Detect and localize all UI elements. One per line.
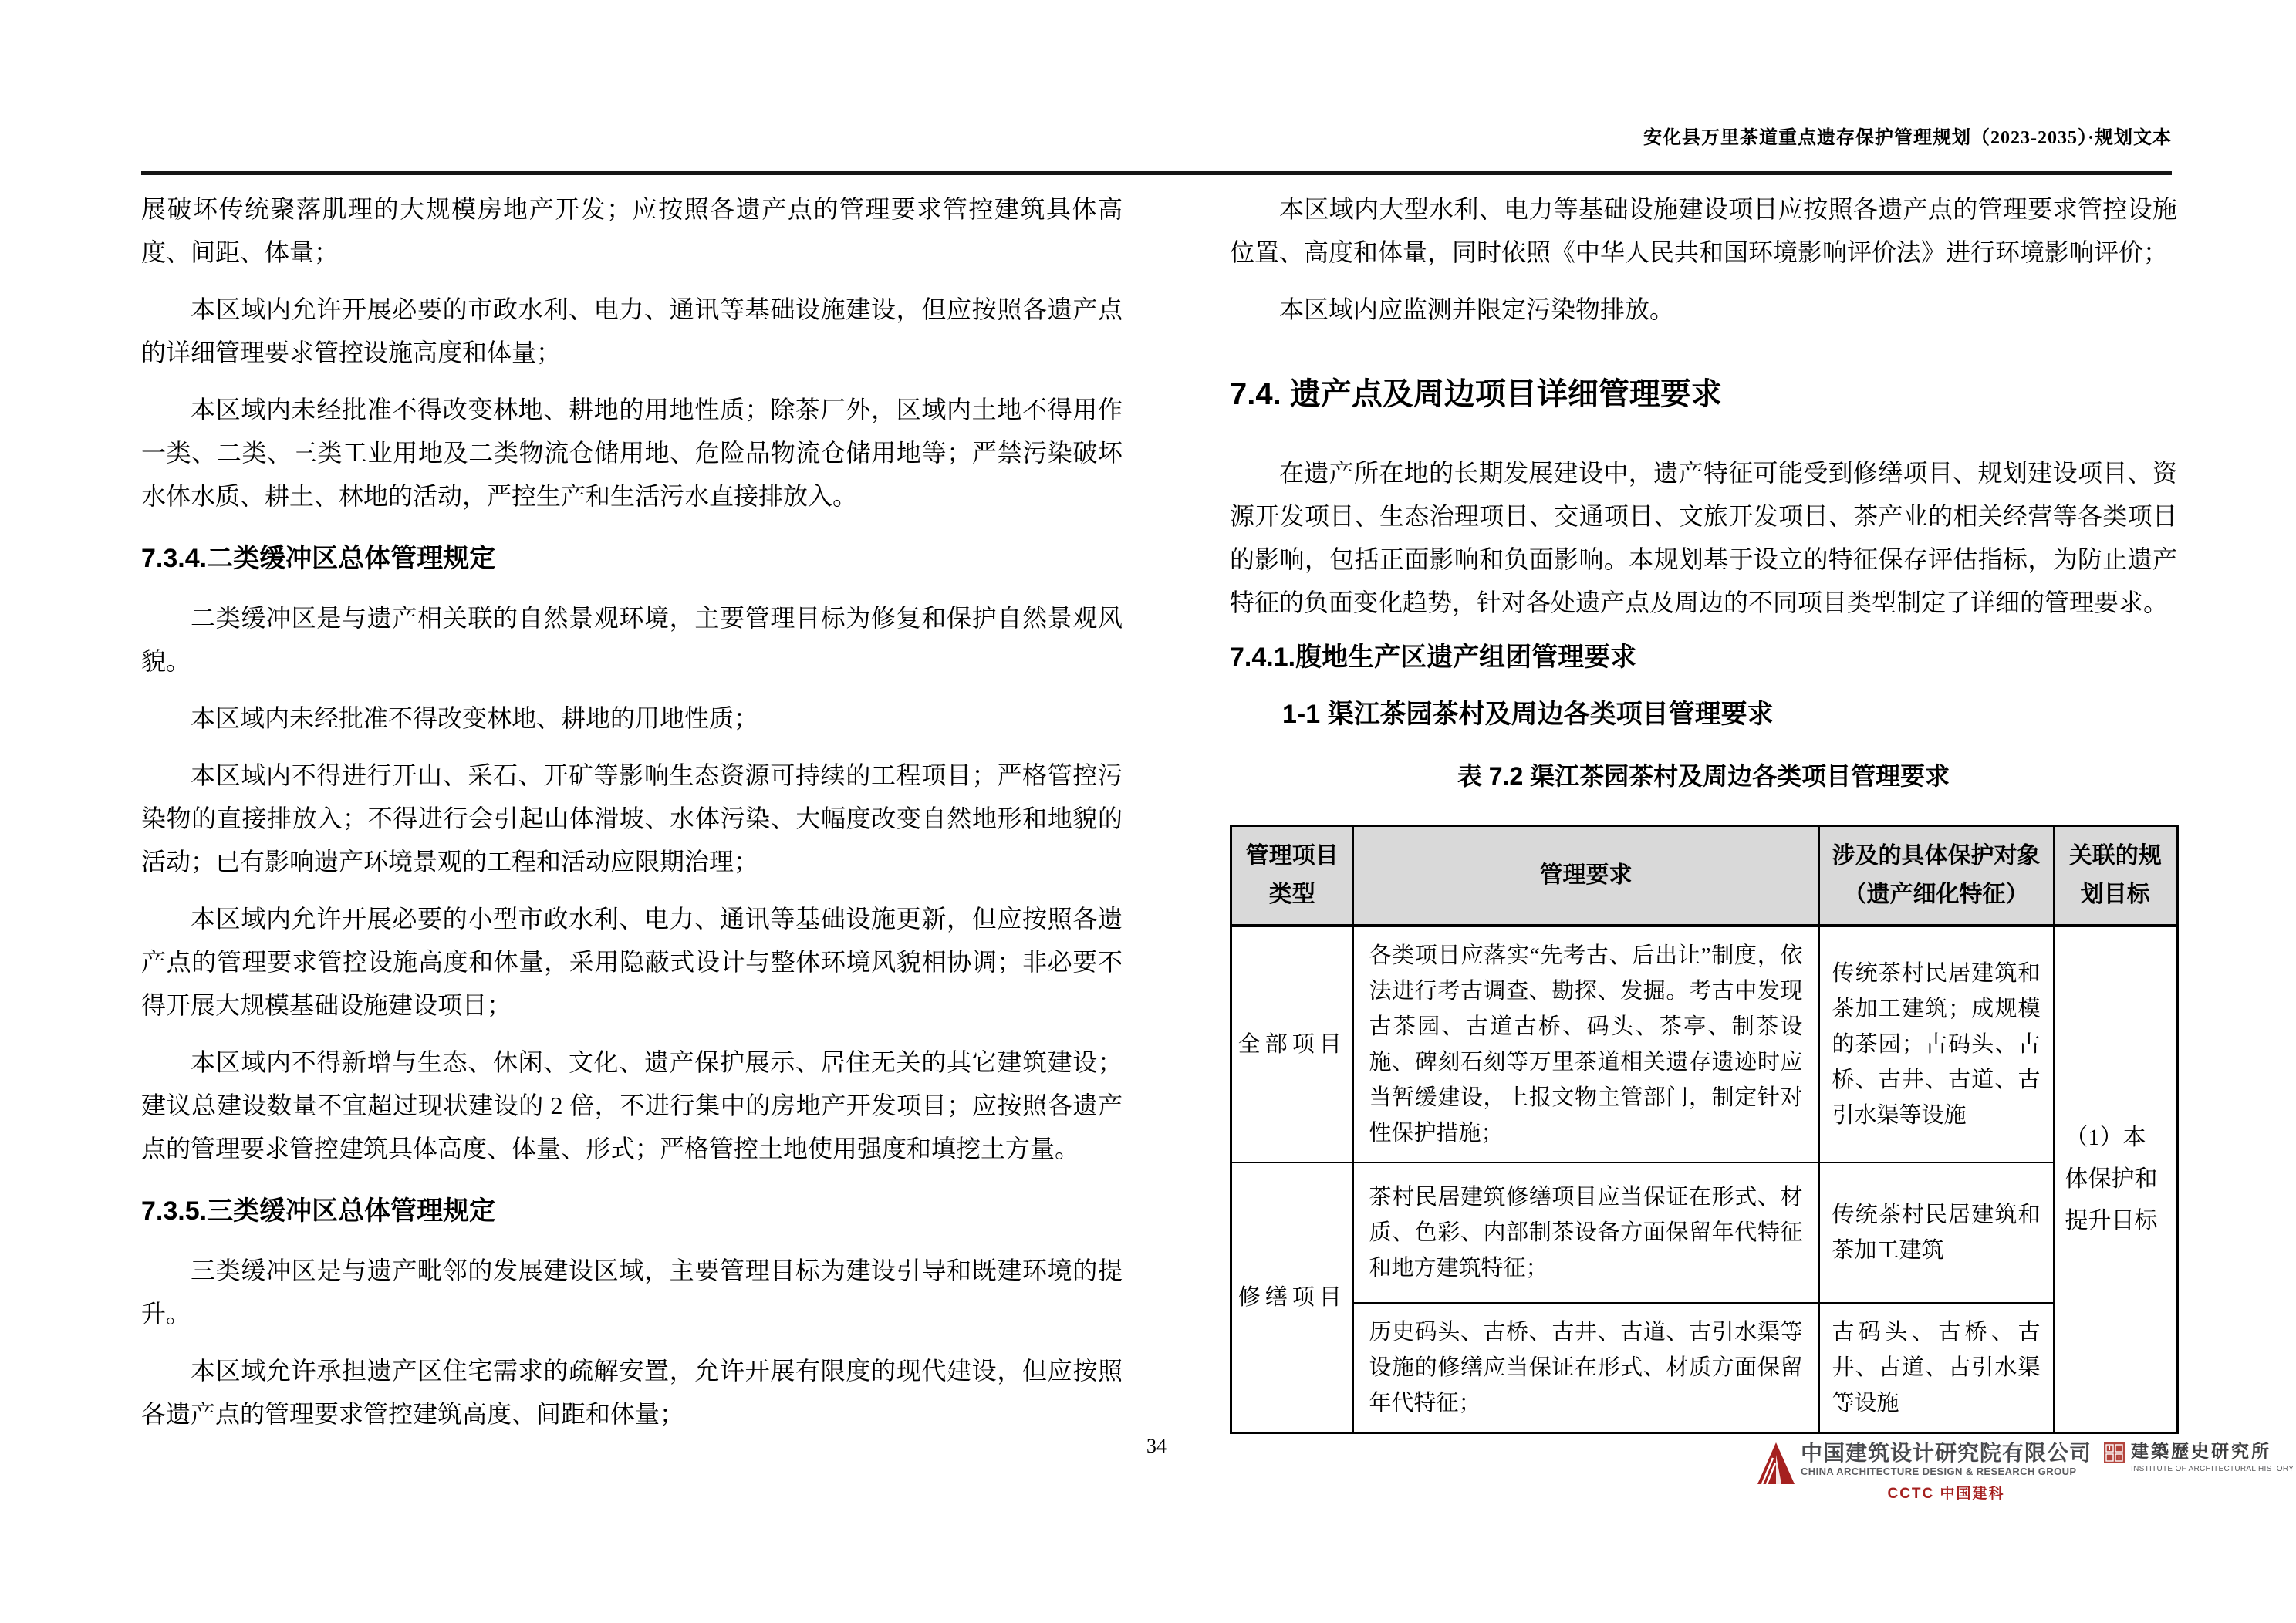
table-row — [1231, 1303, 2178, 1433]
cadg-triangle-icon — [1757, 1441, 1795, 1484]
cell-requirement: 茶村民居建筑修缮项目应当保证在形式、材质、色彩、内部制茶设备方面保留年代特征和地方建筑特征； — [1353, 1162, 1819, 1303]
paragraph-continuation: 展破坏传统聚落肌理的大规模房地产开发；应按照各遗产点的管理要求管控建筑具体高度、间距、体量； — [141, 195, 1123, 266]
paragraph: 本区域内应监测并限定污染物排放。 — [1279, 295, 1675, 323]
cell-protected-objects: 传统茶村民居建筑和茶加工建筑 — [1819, 1162, 2054, 1303]
paragraph: 本区域内未经批准不得改变林地、耕地的用地性质； — [191, 704, 759, 732]
right-column — [1230, 187, 2177, 1434]
heading-7-4: 7.4. 遗产点及周边项目详细管理要求 — [1230, 377, 1722, 411]
paragraph: 三类缓冲区是与遗产毗邻的发展建设区域，主要管理目标为建设引导和既建环境的提升。 — [141, 1257, 1123, 1328]
cell-project-type: 全部项目 — [1231, 926, 1353, 1162]
cell-project-type: 修缮项目 — [1231, 1162, 1353, 1433]
col-header-protected-objects: 涉及的具体保护对象（遗产细化特征） — [1819, 826, 2054, 926]
iah-logo — [2104, 1441, 2294, 1473]
col-header-related-goals: 关联的规划目标 — [2054, 826, 2178, 926]
cadg-name-cn: 中国建筑设计研究院有限公司 — [1801, 1441, 2092, 1465]
cadg-logo — [1757, 1441, 2092, 1503]
paragraph: 在遗产所在地的长期发展建设中，遗产特征可能受到修缮项目、规划建设项目、资源开发项目、生态治理项目、交通项目、文旅开发项目、茶产业的相关经营等各类项目的影响，包括正面影响和负面影响。本规划基于设立的特征保存评估指标，为防止遗产特征的负面变化趋势，针对各处遗产点及周边的不同项目类型制定了详细的管理要求。 — [1230, 459, 2177, 616]
cadg-text-block — [1801, 1441, 2092, 1503]
table-row — [1231, 926, 2178, 1162]
iah-seal-icon — [2104, 1442, 2125, 1463]
paragraph: 本区域内不得新增与生态、休闲、文化、遗产保护展示、居住无关的其它建筑建设；建议总建设数量不宜超过现状建设的 2 倍，不进行集中的房地产开发项目；应按照各遗产点的管理要求管控建筑具体高度、体量、形式；严格管控土地使用强度和填挖土方量。 — [141, 1048, 1123, 1162]
cell-protected-objects: 传统茶村民居建筑和茶加工建筑；成规模的茶园；古码头、古桥、古井、古道、古引水渠等设施 — [1819, 926, 2054, 1162]
paragraph: 本区域内不得进行开山、采石、开矿等影响生态资源可持续的工程项目；严格管控污染物的直接排放入；不得进行会引起山体滑坡、水体污染、大幅度改变自然地形和地貌的活动；已有影响遗产环境景观的工程和活动应限期治理； — [141, 761, 1123, 876]
col-header-requirements: 管理要求 — [1353, 826, 1819, 926]
paragraph: 本区域内允许开展必要的市政水利、电力、通讯等基础设施建设，但应按照各遗产点的详细管理要求管控设施高度和体量； — [141, 295, 1123, 366]
footer-logos — [1757, 1441, 2294, 1503]
heading-7-3-5: 7.3.5.三类缓冲区总体管理规定 — [141, 1196, 496, 1226]
page-header-title: 安化县万里茶道重点遗存保护管理规划（2023-2035）·规划文本 — [1643, 128, 2172, 148]
paragraph: 二类缓冲区是与遗产相关联的自然景观环境，主要管理目标为修复和保护自然景观风貌。 — [141, 604, 1123, 675]
table-header-row — [1231, 826, 2178, 926]
management-requirements-table — [1230, 825, 2179, 1434]
iah-name-cn: 建築歷史研究所 — [2131, 1442, 2272, 1461]
paragraph: 本区域内未经批准不得改变林地、耕地的用地性质；除茶厂外，区域内土地不得用作一类、二类、三类工业用地及二类物流仓储用地、危险品物流仓储用地等；严禁污染破坏水体水质、耕土、林地的活动，严控生产和生活污水直接排放入。 — [141, 396, 1123, 510]
heading-7-3-4: 7.3.4.二类缓冲区总体管理规定 — [141, 544, 496, 573]
cell-requirement: 历史码头、古桥、古井、古道、古引水渠等设施的修缮应当保证在形式、材质方面保留年代特征； — [1353, 1303, 1819, 1433]
cell-requirement: 各类项目应落实“先考古、后出让”制度，依法进行考古调查、勘探、发掘。考古中发现古茶园、古道古桥、码头、茶亭、制茶设施、碑刻石刻等万里茶道相关遗存遗迹时应当暂缓建设，上报文物主管部门，制定针对性保护措施； — [1353, 926, 1819, 1162]
heading-1-1: 1-1 渠江茶园茶村及周边各类项目管理要求 — [1282, 700, 1774, 729]
iah-name-en: INSTITUTE OF ARCHITECTURAL HISTORY — [2131, 1465, 2294, 1473]
paragraph: 本区域允许承担遗产区住宅需求的疏解安置，允许开展有限度的现代建设，但应按照各遗产点的管理要求管控建筑高度、间距和体量； — [141, 1357, 1123, 1428]
col-header-project-type: 管理项目类型 — [1231, 826, 1353, 926]
page-number: 34 — [1146, 1435, 1167, 1457]
cell-protected-objects: 古码头、古桥、古井、古道、古引水渠等设施 — [1819, 1303, 2054, 1433]
iah-text-block — [2131, 1441, 2294, 1473]
paragraph: 本区域内大型水利、电力等基础设施建设项目应按照各遗产点的管理要求管控设施位置、高度和体量，同时依照《中华人民共和国环境影响评价法》进行环境影响评价； — [1230, 195, 2177, 266]
paragraph: 本区域内允许开展必要的小型市政水利、电力、通讯等基础设施更新，但应按照各遗产点的管理要求管控设施高度和体量，采用隐蔽式设计与整体环境风貌相协调；非必要不得开展大规模基础设施建设项目； — [141, 905, 1123, 1019]
heading-7-4-1: 7.4.1.腹地生产区遗产组团管理要求 — [1230, 643, 1637, 672]
table-row — [1231, 1162, 2178, 1303]
table-caption: 表 7.2 渠江茶园茶村及周边各类项目管理要求 — [1457, 762, 1950, 790]
cadg-cctc-label: CCTC 中国建科 — [1887, 1486, 2005, 1502]
left-column — [141, 187, 1123, 1449]
header-rule — [141, 171, 2172, 175]
cadg-name-en: CHINA ARCHITECTURE DESIGN & RESEARCH GROUP — [1801, 1466, 2077, 1477]
cell-related-goal: （1）本体保护和提升目标 — [2054, 926, 2178, 1433]
